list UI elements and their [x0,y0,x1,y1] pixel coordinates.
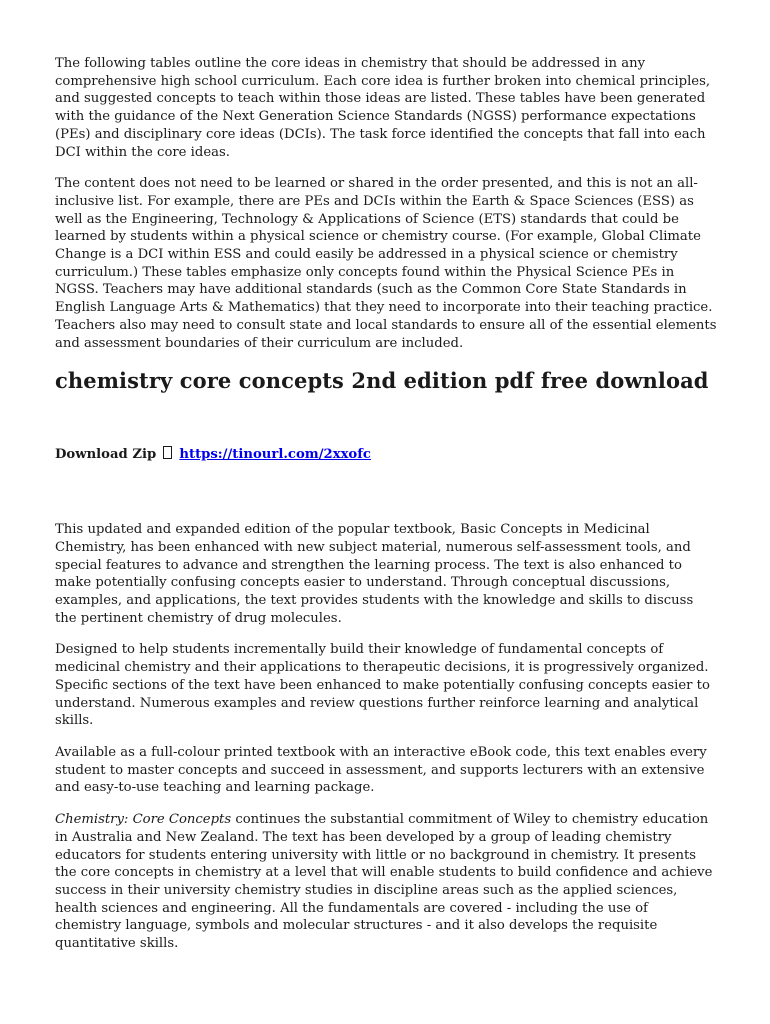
intro-paragraph-2: The content does not need to be learned or shared in the order presented, and this is not an all-inclusive list. For example, there are PEs and DCIs within the Earth & Space Sciences (ESS) as well as the Engineering, Technology & Applications of Science (ETS) standards that could be learned by students within a physical science or chemistry course. (For example, Global Climate Change is a DCI within ESS and could easily be addressed in a physical science or chemistry curriculum.) These tables emphasize only concepts found within the Physical Science PEs in NGSS. Teachers may have additional standards (such as the Common Core State Standards in English Language Arts & Mathematics) that they need to incorporate into their teaching practice. Teachers also may need to consult state and local standards to ensure all of the essential elements and assessment boundaries of their curriculum are included. [55,176,717,351]
body-paragraph-3: Available as a full-colour printed textbook with an interactive eBook code, this text enables every student to master concepts and succeed in assessment, and supports lecturers with an extensive and easy-to-use teaching and learning package. [55,744,707,796]
body-section [55,521,717,952]
body-paragraph-4 [55,811,717,953]
page-heading: chemistry core concepts 2nd edition pdf free download [55,368,709,394]
intro-paragraph-1: The following tables outline the core ideas in chemistry that should be addressed in any comprehensive high school curriculum. Each core idea is further broken into chemical principles, and suggested concepts to teach within those ideas are listed. These tables have been generated with the guidance of the Next Generation Science Standards (NGSS) performance expectations (PEs) and disciplinary core ideas (DCIs). The task force identified the concepts that fall into each DCI within the core ideas. [55,56,711,160]
body-paragraph-2: Designed to help students incrementally build their knowledge of fundamental concepts of medicinal chemistry and their applications to therapeutic decisions, it is progressively organized. Specific sections of the text have been enhanced to make potentially confusing concepts easier to understand. Numerous examples and review questions further reinforce learning and analytical skills. [55,642,710,729]
body-paragraph-1: This updated and expanded edition of the popular textbook, Basic Concepts in Medicinal Chemistry, has been enhanced with new subject material, numerous self-assessment tools, and special features to advance and strengthen the learning process. The text is also enhanced to make potentially confusing concepts easier to understand. Through conceptual discussions, examples, and applications, the text provides students with the knowledge and skills to discuss the pertinent chemistry of drug molecules. [55,522,694,626]
download-label: Download Zip [55,447,157,463]
book-title: Chemistry: Core Concepts [55,812,232,828]
missing-glyph-icon [163,446,172,459]
body-paragraph-4-text: continues the substantial commitment of Wiley to chemistry education in Australia and New Zealand. The text has been developed by a group of leading chemistry educators for students entering university with little or no background in chemistry. It presents the core concepts in chemistry at a level that will enable students to build confidence and achieve success in their university chemistry studies in discipline areas such as the applied sciences, health sciences and engineering. All the fundamentals are covered - including the use of chemistry language, symbols and molecular structures - and it also develops the requisite quantitative skills. [55,812,713,952]
download-line [55,446,717,463]
download-link[interactable]: https://tinourl.com/2xxofc [179,447,371,463]
document-page [55,55,717,967]
